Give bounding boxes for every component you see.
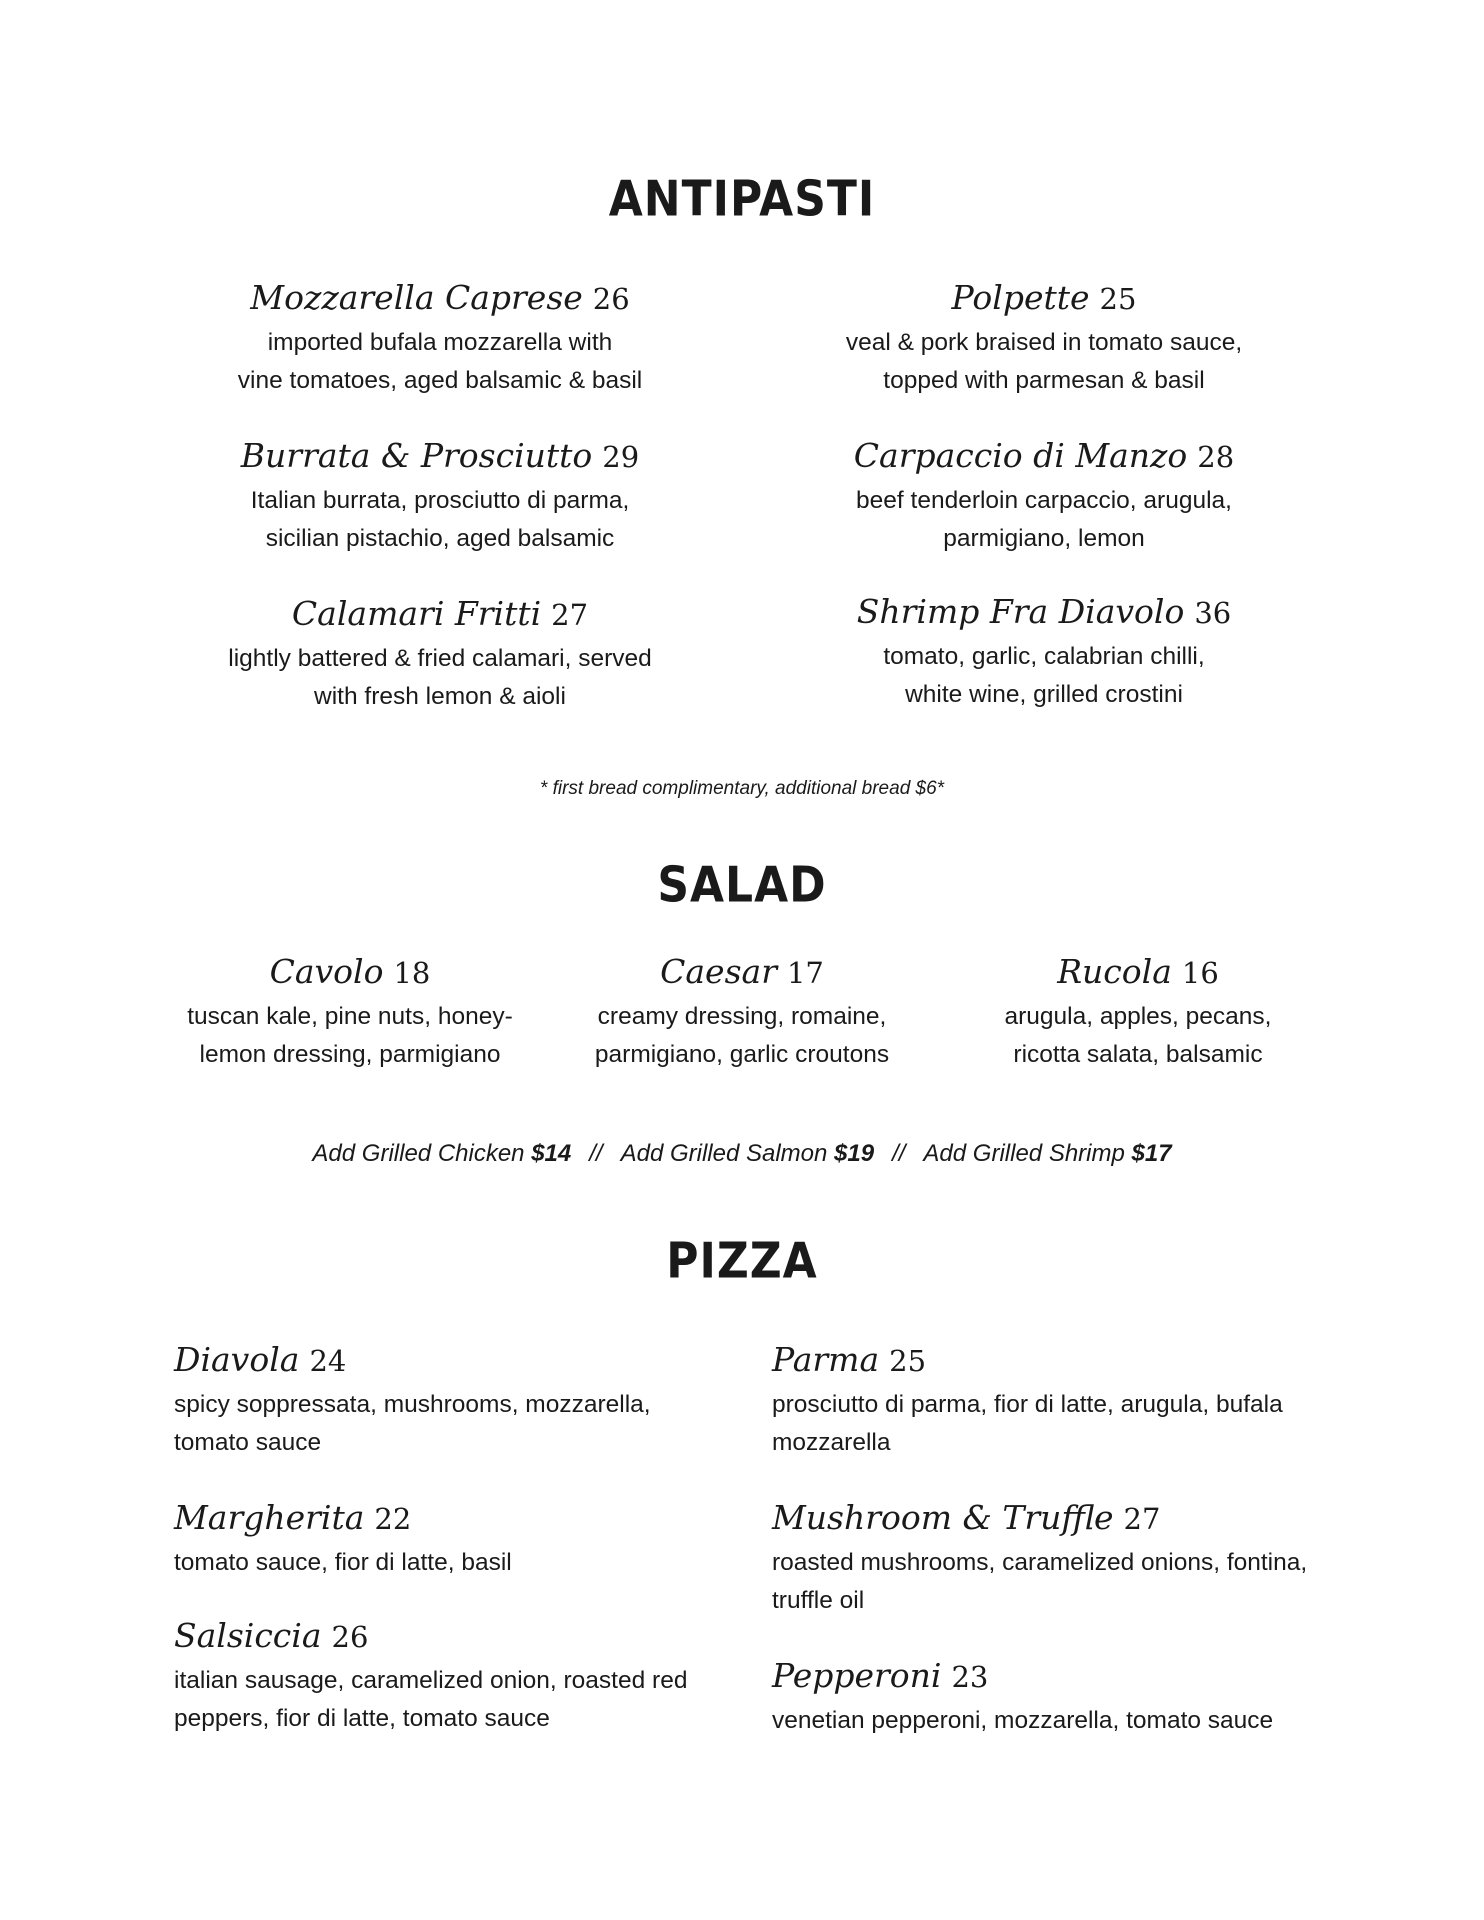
item-desc-line: beef tenderloin carpaccio, arugula,	[856, 486, 1232, 514]
menu-item	[764, 278, 1324, 400]
salad-title: SALAD	[657, 856, 827, 914]
item-price: 25	[889, 1344, 927, 1378]
antipasti-title: ANTIPASTI	[608, 170, 876, 228]
item-price: 29	[602, 440, 640, 474]
item-name	[772, 1656, 1332, 1696]
salad-addons	[0, 1140, 1484, 1168]
menu-item	[772, 1340, 1332, 1462]
item-name	[542, 952, 942, 992]
item-desc-line: spicy soppressata, mushrooms, mozzarella,	[174, 1390, 651, 1418]
item-desc-line: topped with parmesan & basil	[883, 366, 1205, 394]
item-price: 27	[1123, 1502, 1161, 1536]
item-price: 18	[393, 956, 431, 990]
addon-separator: //	[589, 1140, 603, 1167]
item-name	[764, 436, 1324, 476]
item-price: 17	[786, 956, 824, 990]
item-desc-line: lemon dressing, parmigiano	[199, 1040, 501, 1068]
item-description	[764, 638, 1324, 714]
item-description	[160, 640, 720, 716]
item-description	[772, 1544, 1332, 1620]
item-desc-line: tuscan kale, pine nuts, honey-	[187, 1002, 513, 1030]
item-description	[542, 998, 942, 1074]
item-price: 27	[551, 598, 589, 632]
menu-item	[160, 594, 720, 716]
item-title: Mozzarella Caprese	[250, 278, 583, 317]
menu-item	[764, 592, 1324, 714]
addon-label: Add Grilled Shrimp	[923, 1140, 1125, 1167]
addon-label: Add Grilled Chicken	[312, 1140, 525, 1167]
item-description	[160, 482, 720, 558]
item-title: Cavolo	[269, 952, 384, 991]
item-name	[160, 594, 720, 634]
item-title: Polpette	[951, 278, 1090, 317]
item-name	[174, 1498, 734, 1538]
item-description	[150, 998, 550, 1074]
item-price: 24	[309, 1344, 347, 1378]
addon-price: $17	[1131, 1140, 1172, 1167]
item-price: 26	[331, 1620, 369, 1654]
item-desc-line: vine tomatoes, aged balsamic & basil	[237, 366, 643, 394]
item-name	[772, 1498, 1332, 1538]
item-desc-line: arugula, apples, pecans,	[1004, 1002, 1272, 1030]
menu-item	[150, 952, 550, 1074]
item-desc-line: tomato sauce	[174, 1428, 322, 1456]
item-price: 23	[951, 1660, 989, 1694]
item-desc-line: mozzarella	[772, 1428, 891, 1456]
item-title: Burrata & Prosciutto	[240, 436, 593, 475]
item-description	[160, 324, 720, 400]
item-desc-line: white wine, grilled crostini	[905, 680, 1183, 708]
item-name	[764, 278, 1324, 318]
item-description	[174, 1544, 734, 1582]
item-desc-line: ricotta salata, balsamic	[1013, 1040, 1263, 1068]
item-desc-line: tomato, garlic, calabrian chilli,	[883, 642, 1205, 670]
item-price: 16	[1181, 956, 1219, 990]
menu-item	[174, 1616, 734, 1738]
item-desc-line: sicilian pistachio, aged balsamic	[265, 524, 615, 552]
item-title: Calamari Fritti	[291, 594, 542, 633]
addon-separator: //	[892, 1140, 906, 1167]
menu-item	[160, 436, 720, 558]
item-description	[174, 1662, 734, 1738]
addon-label: Add Grilled Salmon	[620, 1140, 828, 1167]
item-desc-line: prosciutto di parma, fior di latte, arugula, bufala	[772, 1390, 1283, 1418]
item-price: 26	[592, 282, 630, 316]
item-desc-line: truffle oil	[772, 1586, 865, 1614]
item-title: Pepperoni	[772, 1656, 942, 1695]
item-desc-line: with fresh lemon & aioli	[314, 682, 566, 710]
item-desc-line: creamy dressing, romaine,	[597, 1002, 887, 1030]
item-price: 25	[1099, 282, 1137, 316]
item-desc-line: roasted mushrooms, caramelized onions, fontina,	[772, 1548, 1308, 1576]
menu-item	[174, 1498, 734, 1582]
item-desc-line: veal & pork braised in tomato sauce,	[845, 328, 1243, 356]
item-description	[174, 1386, 734, 1462]
item-description	[938, 998, 1338, 1074]
item-price: 36	[1194, 596, 1232, 630]
menu-item	[174, 1340, 734, 1462]
addon-price: $14	[531, 1140, 572, 1167]
menu-item	[772, 1498, 1332, 1620]
item-title: Parma	[772, 1340, 880, 1379]
item-price: 28	[1197, 440, 1235, 474]
item-name	[938, 952, 1338, 992]
item-desc-line: Italian burrata, prosciutto di parma,	[250, 486, 630, 514]
item-desc-line: tomato sauce, fior di latte, basil	[174, 1548, 512, 1576]
item-description	[772, 1386, 1332, 1462]
item-title: Carpaccio di Manzo	[853, 436, 1188, 475]
bread-note: * first bread complimentary, additional bread $6*	[539, 778, 945, 799]
item-title: Caesar	[660, 952, 777, 991]
menu-item	[772, 1656, 1332, 1740]
item-desc-line: venetian pepperoni, mozzarella, tomato sauce	[772, 1706, 1274, 1734]
item-name	[174, 1616, 734, 1656]
pizza-title: PIZZA	[666, 1232, 818, 1290]
item-title: Salsiccia	[174, 1616, 322, 1655]
item-name	[160, 278, 720, 318]
item-desc-line: peppers, fior di latte, tomato sauce	[174, 1704, 550, 1732]
addon-price: $19	[834, 1140, 875, 1167]
item-price: 22	[374, 1502, 412, 1536]
menu-item	[160, 278, 720, 400]
item-description	[764, 482, 1324, 558]
item-name	[772, 1340, 1332, 1380]
item-desc-line: imported bufala mozzarella with	[267, 328, 613, 356]
item-description	[764, 324, 1324, 400]
item-name	[150, 952, 550, 992]
item-title: Diavola	[174, 1340, 300, 1379]
item-desc-line: parmigiano, lemon	[943, 524, 1145, 552]
item-name	[160, 436, 720, 476]
item-desc-line: lightly battered & fried calamari, served	[228, 644, 652, 672]
item-name	[174, 1340, 734, 1380]
item-title: Mushroom & Truffle	[772, 1498, 1114, 1537]
menu-item	[938, 952, 1338, 1074]
item-title: Shrimp Fra Diavolo	[856, 592, 1185, 631]
item-title: Rucola	[1057, 952, 1172, 991]
item-desc-line: italian sausage, caramelized onion, roasted red	[174, 1666, 688, 1694]
item-name	[764, 592, 1324, 632]
menu-item	[764, 436, 1324, 558]
item-title: Margherita	[174, 1498, 365, 1537]
menu-item	[542, 952, 942, 1074]
item-description	[772, 1702, 1332, 1740]
item-desc-line: parmigiano, garlic croutons	[594, 1040, 890, 1068]
